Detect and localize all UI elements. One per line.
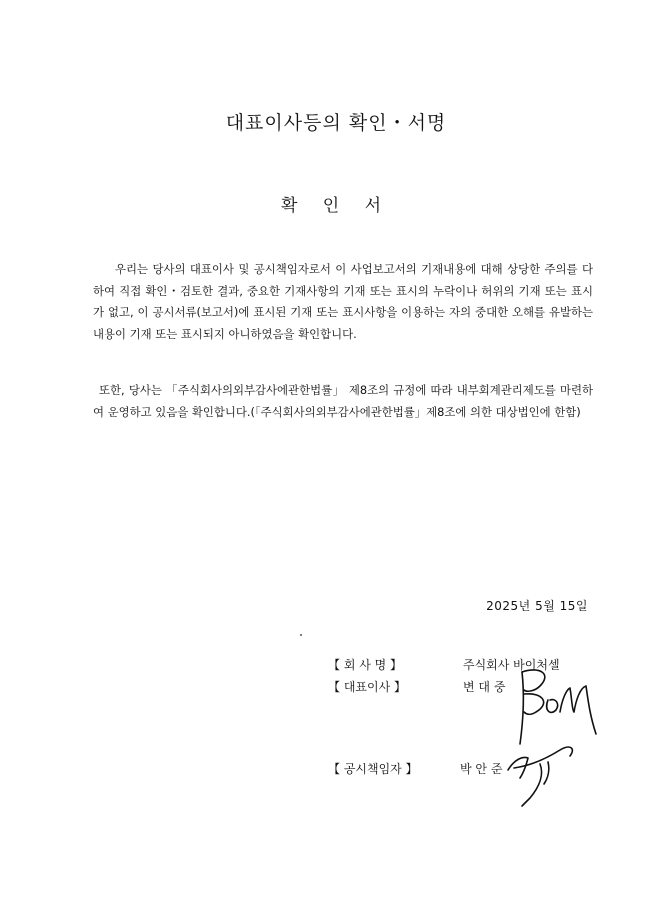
disclosure-officer-name: 박 안 준 <box>460 762 503 776</box>
ceo-name: 변 대 중 <box>463 680 506 694</box>
document-heading: 대표이사등의 확인・서명 <box>225 112 447 134</box>
document-subheading: 확 인 서 <box>280 196 392 216</box>
company-value: 주식회사 바이처셀 <box>463 658 560 672</box>
confirmation-paragraph-text: 우리는 당사의 대표이사 및 공시책임자로서 이 사업보고서의 기재내용에 대해 상당한 주의를 다하여 직접 확인・검토한 결과, 중요한 기재사항의 기재 또는 표시의 누락이나 허위의 기재 또는 표시가 없고, 이 공시서류(보고서)에 표시된 기재 또는 표시사항을 이용하는 자의 중대한 오해를 유발하는 내용이 기재 또는 표시되지 아니하였음을 확인합니다. <box>93 262 593 341</box>
disclosure-officer-signature <box>500 740 580 808</box>
internal-control-paragraph <box>93 380 593 423</box>
disclosure-officer-label: 【 공시책임자 】 <box>328 762 418 776</box>
ceo-label: 【 대표이사 】 <box>328 680 406 694</box>
document-date: 2025년 5월 15일 <box>486 599 588 613</box>
internal-control-paragraph-text: 또한, 당사는 「주식회사의외부감사에관한법률」 제8조의 규정에 따라 내부회계관리제도를 마련하여 운영하고 있음을 확인합니다.(「주식회사의외부감사에관한법률」제8조에 의한 대상법인에 한함) <box>93 383 593 419</box>
ceo-signature <box>500 660 610 750</box>
company-label: 【 회 사 명 】 <box>328 658 403 672</box>
scan-speck <box>300 634 302 636</box>
confirmation-paragraph <box>93 259 593 345</box>
